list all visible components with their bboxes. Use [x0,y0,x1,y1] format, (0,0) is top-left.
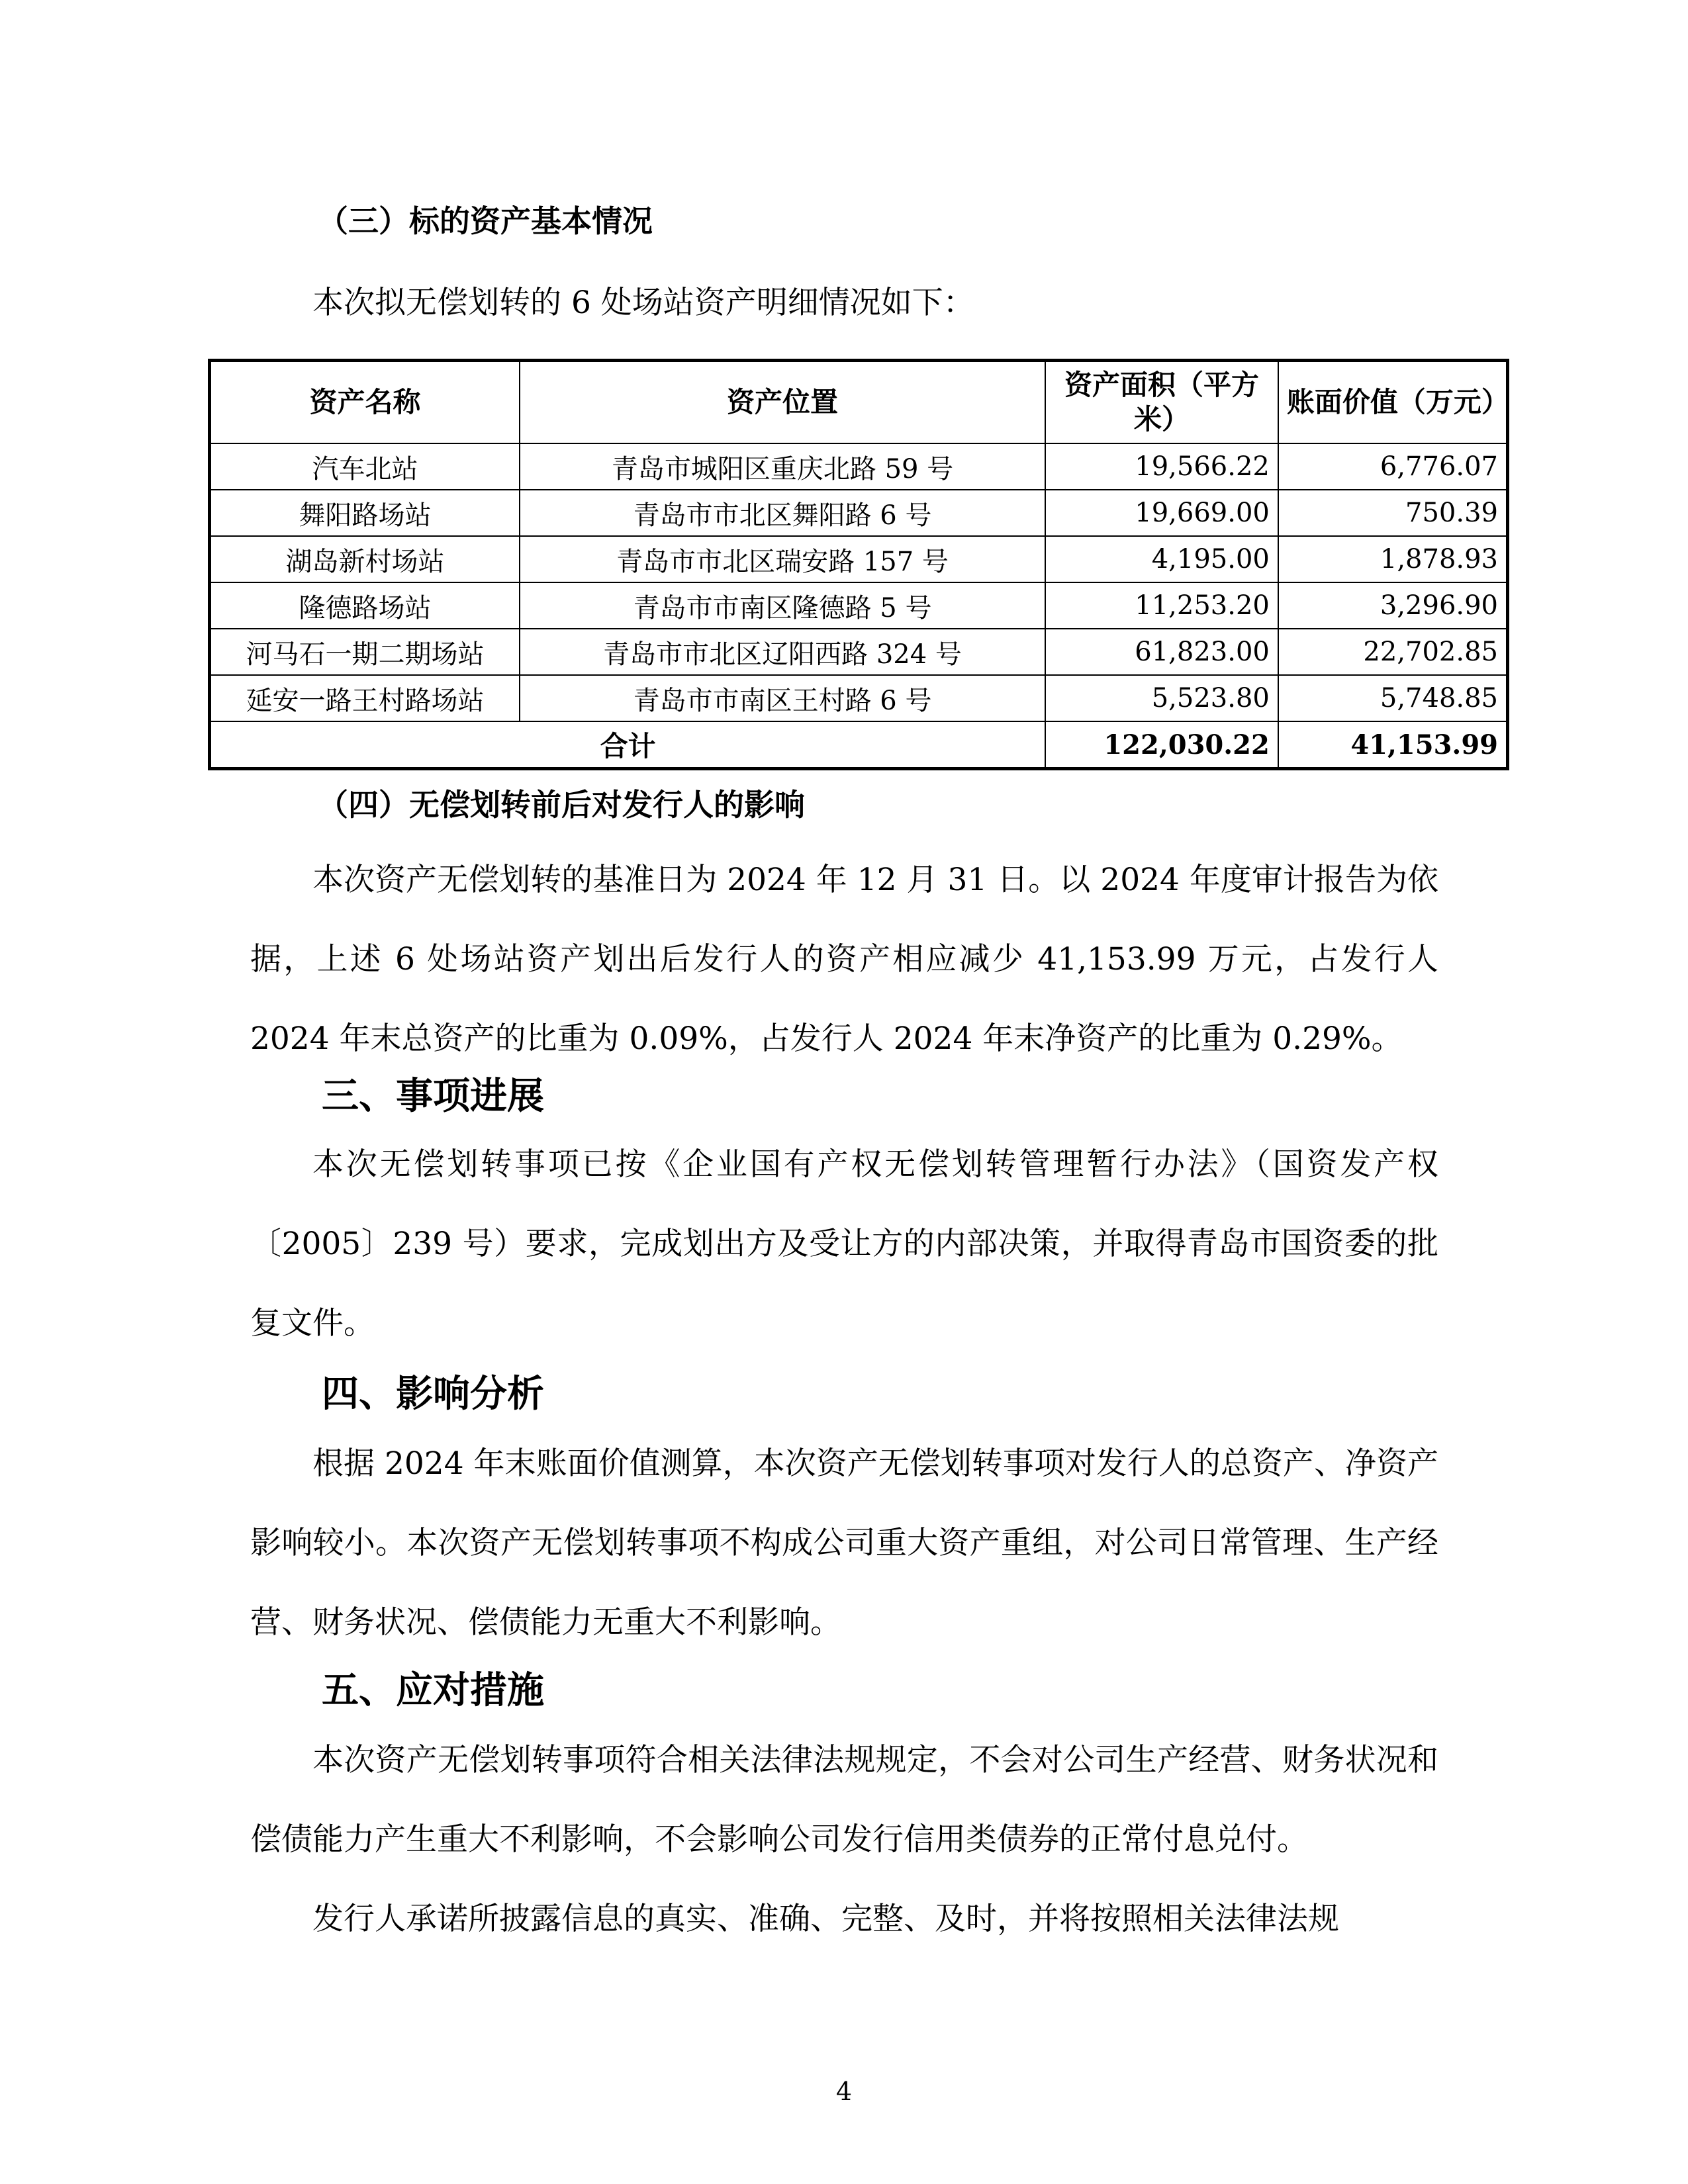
cell-book-value: 6,776.07 [1278,443,1508,490]
cell-asset-area: 4,195.00 [1045,536,1278,582]
cell-asset-area: 11,253.20 [1045,582,1278,629]
cell-asset-name: 湖岛新村场站 [210,536,520,582]
table-row [210,536,1508,582]
table-intro-text: 本次拟无偿划转的 6 处场站资产明细情况如下： [312,285,974,321]
cell-book-value: 3,296.90 [1278,582,1508,629]
table-row [210,443,1508,490]
total-book-value: 41,153.99 [1278,721,1508,769]
table-row [210,582,1508,629]
cell-asset-area: 19,566.22 [1045,443,1278,490]
section-heading-measures: 五、应对措施 [322,1669,544,1712]
cell-book-value: 5,748.85 [1278,675,1508,721]
cell-asset-location: 青岛市市北区瑞安路 157 号 [520,536,1045,582]
header-asset-location: 资产位置 [520,361,1045,444]
section-heading-impact-on-issuer: （四）无偿划转前后对发行人的影响 [318,787,805,823]
cell-book-value: 22,702.85 [1278,629,1508,675]
asset-table [208,359,1509,770]
cell-asset-name: 河马石一期二期场站 [210,629,520,675]
cell-asset-name: 舞阳路场站 [210,490,520,536]
cell-asset-name: 隆德路场站 [210,582,520,629]
page-number: 4 [835,2077,853,2106]
header-asset-name: 资产名称 [210,361,520,444]
table-header-row [210,361,1508,444]
cell-asset-location: 青岛市市北区舞阳路 6 号 [520,490,1045,536]
cell-asset-name: 汽车北站 [210,443,520,490]
cell-asset-name: 延安一路王村路场站 [210,675,520,721]
cell-book-value: 1,878.93 [1278,536,1508,582]
header-book-value: 账面价值（万元） [1278,361,1508,444]
total-area: 122,030.22 [1045,721,1278,769]
cell-asset-location: 青岛市市北区辽阳西路 324 号 [520,629,1045,675]
table-row [210,629,1508,675]
section-heading-progress: 三、事项进展 [322,1075,544,1118]
commitment-paragraph: 发行人承诺所披露信息的真实、准确、完整、及时，并将按照相关法律法规 [312,1901,1339,1937]
table-total-row [210,721,1508,769]
cell-book-value: 750.39 [1278,490,1508,536]
table-row [210,490,1508,536]
cell-asset-area: 5,523.80 [1045,675,1278,721]
cell-asset-area: 61,823.00 [1045,629,1278,675]
cell-asset-location: 青岛市城阳区重庆北路 59 号 [520,443,1045,490]
measures-paragraph: 本次资产无偿划转事项符合相关法律法规规定，不会对公司生产经营、财务状况和偿债能力产生重大不利影响，不会影响公司发行信用类债券的正常付息兑付。 [250,1742,1438,1858]
header-asset-area: 资产面积（平方米） [1045,361,1278,444]
cell-asset-location: 青岛市市南区隆德路 5 号 [520,582,1045,629]
table-row [210,675,1508,721]
cell-asset-area: 19,669.00 [1045,490,1278,536]
section-heading-asset-info: （三）标的资产基本情况 [318,203,653,239]
progress-paragraph: 本次无偿划转事项已按《企业国有产权无偿划转管理暂行办法》（国资发产权〔2005〕239 号）要求，完成划出方及受让方的内部决策，并取得青岛市国资委的批复文件。 [250,1146,1438,1342]
total-label: 合计 [210,721,1046,769]
impact-analysis-paragraph: 根据 2024 年末账面价值测算，本次资产无偿划转事项对发行人的总资产、净资产影响较小。本次资产无偿划转事项不构成公司重大资产重组，对公司日常管理、生产经营、财务状况、偿债能力无重大不利影响。 [250,1445,1438,1641]
impact-on-issuer-paragraph: 本次资产无偿划转的基准日为 2024 年 12 月 31 日。以 2024 年度审计报告为依据，上述 6 处场站资产划出后发行人的资产相应减少 41,153.99 万元，占发行人 2024 年末总资产的比重为 0.09%，占发行人 2024 年末净资产的比重为 0.29%。 [250,862,1438,1057]
cell-asset-location: 青岛市市南区王村路 6 号 [520,675,1045,721]
section-heading-impact-analysis: 四、影响分析 [322,1373,544,1416]
